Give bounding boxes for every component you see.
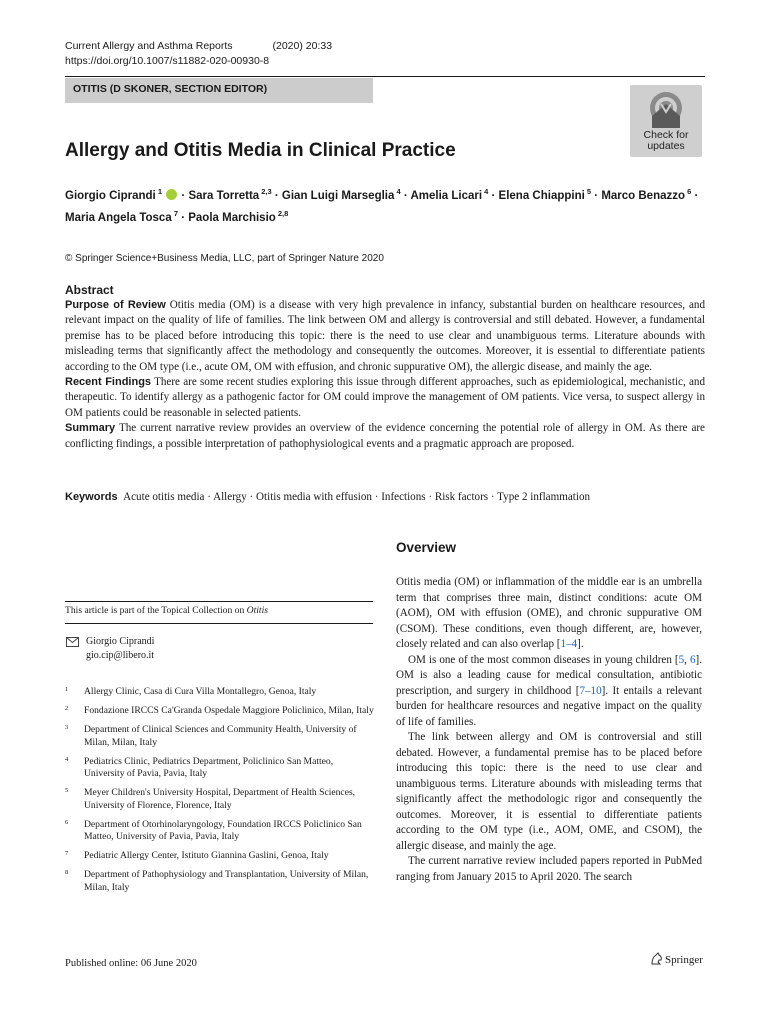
affiliation-number: 6 — [65, 818, 69, 826]
keywords-label: Keywords — [65, 491, 118, 503]
affiliation-number: 7 — [65, 850, 69, 857]
author-affiliation-ref: 7 — [171, 208, 178, 218]
publisher-name: Springer — [665, 954, 703, 966]
check-for-updates-button[interactable] — [630, 85, 702, 157]
author-affiliation-ref: 1 — [155, 187, 162, 196]
affiliation-item — [65, 819, 375, 844]
author[interactable] — [188, 208, 289, 224]
overview-paragraph: The current narrative review included papers reported in PubMed ranging from January 2015 to April 2020. The search — [396, 855, 702, 883]
publisher-logo — [650, 952, 703, 966]
keywords — [65, 491, 590, 503]
topical-collection-note: This article is part of the Topical Collection on Otitis — [65, 605, 268, 616]
crossmark-icon — [648, 90, 684, 128]
citation-link[interactable]: 7–10 — [579, 684, 602, 697]
journal-name: Current Allergy and Asthma Reports — [65, 40, 233, 52]
affiliation-item — [65, 787, 375, 812]
author-name[interactable]: Paola Marchisio — [188, 211, 276, 224]
abstract-body — [65, 298, 705, 452]
affiliations-list — [65, 686, 375, 901]
affiliation-number: 3 — [65, 724, 69, 731]
author[interactable] — [65, 208, 178, 224]
copyright-notice: © Springer Science+Business Media, LLC, part of Springer Nature 2020 — [65, 253, 384, 264]
correspondence-name: Giorgio Ciprandi — [86, 636, 155, 647]
affiliation-number: 1 — [65, 686, 69, 693]
citation-link[interactable]: 1–4 — [560, 638, 578, 650]
author[interactable] — [65, 187, 178, 202]
affiliation-item — [65, 756, 375, 781]
topical-rule-bottom — [65, 623, 373, 624]
section-label: OTITIS (D SKONER, SECTION EDITOR) — [73, 83, 268, 95]
author-affiliation-ref: 6 — [685, 187, 692, 196]
abstract-findings: Recent Findings There are some recent studies exploring this issue through different approaches, such as epidemiological, mechanistic, and therapeutic. To identify allergy as a pathogenic factor for OM could improve the management of OM patients. Vice versa, to suspect allergy in OM patients could be reasonable in selected patients. — [65, 376, 705, 419]
header-rule — [65, 76, 705, 77]
author-name[interactable]: Gian Luigi Marseglia — [281, 189, 395, 202]
article-title: Allergy and Otitis Media in Clinical Practice — [65, 140, 456, 161]
springer-horse-icon — [650, 952, 663, 965]
abstract-heading: Abstract — [65, 283, 114, 297]
author-name[interactable]: Amelia Licari — [410, 189, 483, 202]
affiliation-number: 4 — [65, 755, 69, 763]
author[interactable] — [281, 187, 401, 202]
affiliation-text: Pediatrics Clinic, Pediatrics Department, Policlinico San Matteo, University of Pavia, Pavia, Italy — [84, 755, 334, 779]
affiliation-item — [65, 686, 375, 699]
affiliation-text: Department of Otorhinolaryngology, Foundation IRCCS Policlinico San Matteo, University of Pavia, Pavia, Italy — [84, 818, 362, 842]
author-name[interactable]: Giorgio Ciprandi — [65, 189, 156, 202]
author-name[interactable]: Sara Torretta — [188, 189, 260, 202]
topical-rule — [65, 601, 373, 602]
journal-citation — [65, 40, 332, 52]
abstract-summary: Summary The current narrative review provides an overview of the evidence concerning the potential role of allergy in OM. As there are conflicting findings, a possible interpretation of pathophysiological events and a pragmatic approach are proposed. — [65, 422, 705, 450]
author-affiliation-ref: 5 — [584, 187, 592, 196]
affiliation-number: 8 — [65, 869, 69, 876]
affiliation-text: Department of Pathophysiology and Transplantation, University of Milan, Milan, Italy — [84, 869, 369, 893]
affiliation-text: Department of Clinical Sciences and Community Health, University of Milan, Milan, Italy — [84, 724, 357, 748]
affiliation-item — [65, 705, 375, 718]
author-list: Giorgio Ciprandi $^1$ · Sara Torretta $^{2,3}$ · Gian Luigi Marseglia $^4$ · Amelia Licari $^4$ · Elena Chiappini $^5$ · Marco Benazzo $^6$ · Maria Angela Tosca $^7$ · Paola Marchisio $^{2,8}$ — [65, 187, 699, 224]
citation-link[interactable]: 6 — [689, 653, 696, 666]
author-affiliation-ref: 2,3 — [259, 187, 272, 196]
published-date: Published online: 06 June 2020 — [65, 958, 197, 969]
author[interactable] — [498, 187, 592, 202]
author-name[interactable]: Elena Chiappini — [498, 189, 585, 202]
topical-collection-link[interactable]: Otitis — [246, 605, 268, 616]
affiliation-text: Meyer Children's University Hospital, Department of Health Sciences, University of Florence, Florence, Italy — [84, 787, 356, 811]
author[interactable] — [601, 187, 692, 202]
author-affiliation-ref: 4 — [394, 187, 401, 196]
overview-heading: Overview — [396, 540, 457, 555]
author[interactable] — [188, 187, 272, 202]
citation-link[interactable]: 5 — [678, 653, 685, 666]
journal-volume: (2020) 20:33 — [272, 40, 333, 52]
affiliation-number: 5 — [65, 787, 69, 794]
affiliation-item — [65, 869, 375, 894]
author-name[interactable]: Maria Angela Tosca — [65, 211, 172, 224]
doi-link[interactable]: https://doi.org/10.1007/s11882-020-00930-8 — [65, 55, 270, 67]
section-banner — [65, 78, 373, 103]
correspondence-email[interactable]: gio.cip@libero.it — [86, 650, 155, 661]
affiliation-number: 2 — [65, 705, 69, 712]
envelope-icon — [66, 637, 79, 647]
orcid-icon[interactable] — [166, 189, 177, 200]
overview-paragraph: Otitis media (OM) or inflammation of the middle ear is an umbrella term that comprises three main, distinct conditions: acute OM (AOM), OM with effusion (OME), and chronic suppurative OM (CSOM). These conditions, even though different, are, however, closely related and can also overlap [1–4]. — [396, 576, 702, 650]
abstract-purpose: Purpose of Review Otitis media (OM) is a disease with very high prevalence in infancy, substantial burden on healthcare resources, and relevant impact on the quality of life of families. The link between OM and allergy is controversial and still debated. However, a fundamental premise has to be placed before introducing this topic: there is the need to use clear and unambiguous terms. Literature abounds with misleading terms that significantly affect the methodology and consequently the outcomes. Moreover, it is essential to differentiate patients according to the OM type (i.e., acute OM, OM with effusion, and chronic suppurative OM), the allergic disease, and mainly the age. — [65, 299, 706, 373]
author-name[interactable]: Marco Benazzo — [601, 189, 686, 202]
affiliation-text: Allergy Clinic, Casa di Cura Villa Montallegro, Genoa, Italy — [84, 686, 317, 697]
overview-body — [396, 575, 702, 885]
author-affiliation-ref: 2,8 — [275, 208, 289, 218]
check-updates-label: Check for updates — [643, 129, 689, 152]
overview-paragraph: OM is one of the most common diseases in young children [5, 6]. OM is also a leading cause for medical consultation, antibiotic prescription, and surgery in childhood [7–10]. It entails a relevant burden for healthcare resources and negative impact on the quality of life of families. — [396, 653, 702, 728]
affiliation-item — [65, 850, 375, 863]
overview-paragraph: The link between allergy and OM is controversial and still debated. However, a fundamental premise has to be placed before introducing this topic: there is the need to use clear and unambiguous terms. Literature abounds with misleading terms that significantly affect the methodologic rigor and consequently the outcomes. Moreover, it is essential to differentiate patients according to the OM type (i.e., AOM, OME, and CSOM), the allergic disease, and mainly the age. — [396, 731, 702, 852]
keywords-list: Acute otitis media · Allergy · Otitis media with effusion · Infections · Risk factors · Type 2 inflammation — [123, 491, 591, 503]
affiliation-item — [65, 724, 375, 749]
affiliation-text: Pediatric Allergy Center, Istituto Giannina Gaslini, Genoa, Italy — [84, 850, 329, 861]
affiliation-text: Fondazione IRCCS Ca'Granda Ospedale Maggiore Policlinico, Milan, Italy — [84, 705, 374, 716]
author-affiliation-ref: 4 — [482, 187, 489, 196]
author[interactable] — [410, 187, 489, 202]
